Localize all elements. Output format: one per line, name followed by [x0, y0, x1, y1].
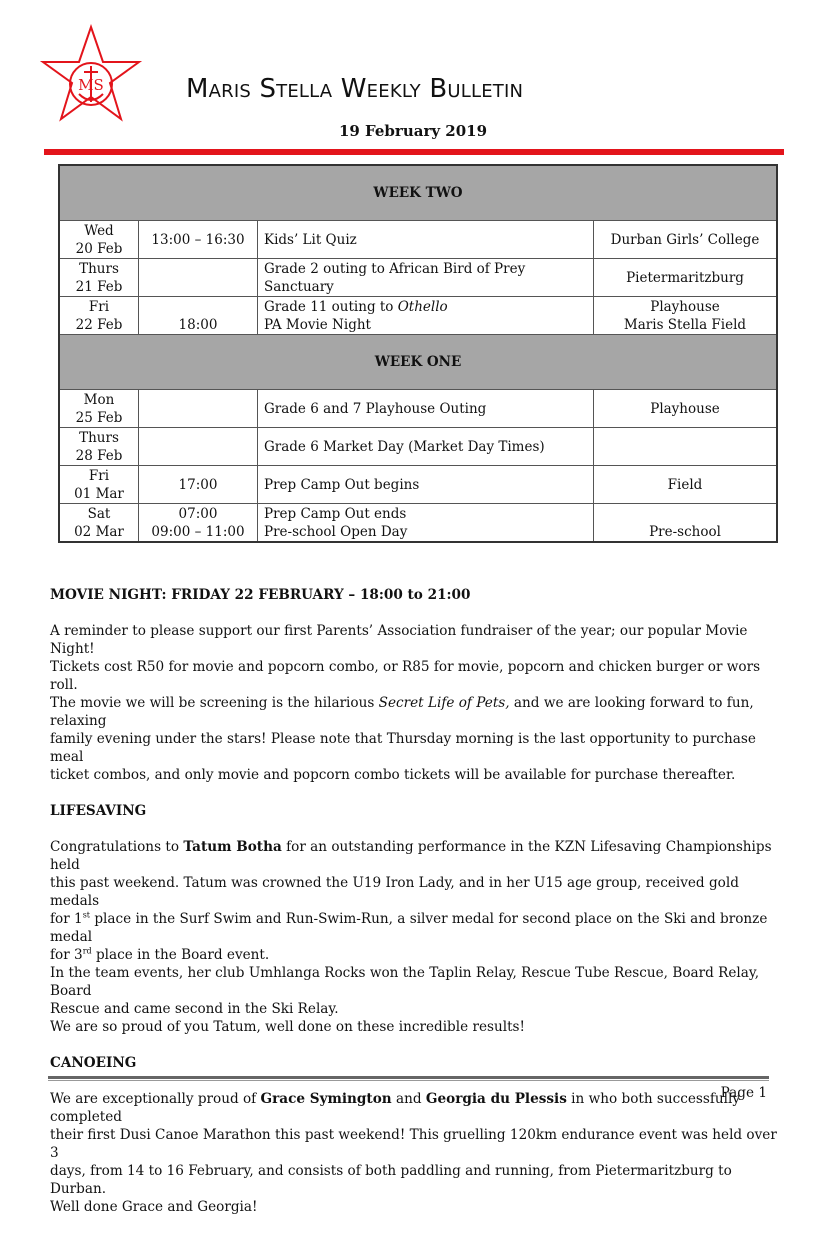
- table-row: [59, 466, 777, 504]
- star-emblem-icon: [39, 24, 143, 128]
- row-day: Fri: [88, 467, 110, 484]
- row-date: 02 Mar: [74, 523, 124, 540]
- play-title: Othello: [397, 298, 448, 315]
- row-date: 22 Feb: [75, 316, 123, 333]
- week-one-header: [59, 335, 777, 390]
- row-date: 25 Feb: [75, 409, 123, 426]
- movie-night-paragraph: A reminder to please support our first Parents’ Association fundraiser of the year; our popular Movie Night! Tickets cost R50 for movie and popcorn combo, or R85 for movie, popcorn and chicken burger or wors roll. The movie we will be screening is the hilarious Secret Life of Pets, and we are looking forward to fun, relaxing family evening under the stars! Please note that Thursday morning is the last opportunity to purchase meal ticket combos, and only movie and popcorn combo tickets will be available for purchase thereafter.: [50, 623, 761, 783]
- row-event: Prep Camp Out ends: [264, 505, 407, 522]
- table-row: [59, 504, 777, 543]
- bulletin-date: 19 February 2019: [338, 122, 488, 140]
- row-event: Grade 2 outing to African Bird of Prey Sanctuary: [258, 259, 594, 297]
- row-venue: Playhouse: [650, 298, 720, 315]
- row-time: 09:00 – 11:00: [151, 523, 245, 540]
- row-day: Thurs: [79, 429, 119, 446]
- movie-title: Secret Life of Pets,: [378, 695, 510, 711]
- student-name: Grace Symington: [260, 1091, 392, 1107]
- header-divider: [44, 149, 784, 155]
- row-day: Sat: [87, 505, 111, 522]
- movie-night-heading: MOVIE NIGHT: FRIDAY 22 FEBRUARY – 18:00 to 21:00: [50, 587, 471, 603]
- table-row: [59, 221, 777, 259]
- canoeing-heading: CANOEING: [50, 1055, 137, 1071]
- student-name: Tatum Botha: [183, 839, 282, 855]
- row-day: Fri: [88, 298, 110, 315]
- page-number: Page 1: [720, 1085, 767, 1101]
- row-time: 07:00: [178, 505, 218, 522]
- row-time: 18:00: [139, 297, 258, 335]
- row-date: 20 Feb: [75, 240, 123, 257]
- row-time: [139, 259, 258, 297]
- row-venue: Field: [594, 466, 778, 504]
- row-time: 17:00: [139, 466, 258, 504]
- row-event: Grade 6 Market Day (Market Day Times): [258, 428, 594, 466]
- table-row: [59, 259, 777, 297]
- logo-letters: MS: [78, 76, 104, 94]
- week-two-label: WEEK TWO: [59, 165, 777, 221]
- row-date: 21 Feb: [75, 278, 123, 295]
- row-day: Wed: [84, 222, 114, 239]
- schedule-table: [58, 164, 778, 543]
- week-one-label: WEEK ONE: [59, 335, 777, 390]
- row-venue: Pietermaritzburg: [594, 259, 778, 297]
- row-venue: Maris Stella Field: [623, 316, 747, 333]
- row-date: 01 Mar: [74, 485, 124, 502]
- lifesaving-paragraph: Congratulations to Tatum Botha for an outstanding performance in the KZN Lifesaving Championships held this past weekend. Tatum was crowned the U19 Iron Lady, and in her U15 age group, received gold medals for 1st place in the Surf Swim and Run-Swim-Run, a silver medal for second place on the Ski and bronze medal for 3rd place in the Board event. In the team events, her club Umhlanga Rocks won the Taplin Relay, Rescue Tube Rescue, Board Relay, Board Rescue and came second in the Ski Relay. We are so proud of you Tatum, well done on these incredible results!: [50, 839, 772, 1035]
- row-time: [139, 428, 258, 466]
- row-venue: Durban Girls’ College: [594, 221, 778, 259]
- week-two-header: [59, 165, 777, 221]
- table-row: [59, 297, 777, 335]
- row-venue: [594, 428, 778, 466]
- row-date: 28 Feb: [75, 447, 123, 464]
- row-time: [139, 390, 258, 428]
- student-name: Georgia du Plessis: [425, 1091, 567, 1107]
- school-logo: [39, 24, 143, 128]
- bulletin-body: [50, 586, 780, 1234]
- table-row: [59, 390, 777, 428]
- row-event: Grade 6 and 7 Playhouse Outing: [258, 390, 594, 428]
- row-day: Mon: [83, 391, 115, 408]
- row-venue: Pre-school: [594, 504, 778, 543]
- row-day: Thurs: [79, 260, 119, 277]
- bulletin-title: Maris Stella Weekly Bulletin: [186, 74, 524, 104]
- row-time: 13:00 – 16:30: [139, 221, 258, 259]
- footer-divider-thin: [48, 1080, 769, 1081]
- row-event: PA Movie Night: [264, 316, 371, 333]
- row-event: Prep Camp Out begins: [258, 466, 594, 504]
- footer-divider: [48, 1076, 769, 1079]
- row-event: Pre-school Open Day: [264, 523, 408, 540]
- row-venue: Playhouse: [594, 390, 778, 428]
- table-row: [59, 428, 777, 466]
- canoeing-paragraph: We are exceptionally proud of Grace Symington and Georgia du Plessis in who both successfully completed their first Dusi Canoe Marathon this past weekend! This gruelling 120km endurance event was held over 3 days, from 14 to 16 February, and consists of both paddling and running, from Pietermaritzburg to Durban. Well done Grace and Georgia!: [50, 1091, 777, 1215]
- row-event: Kids’ Lit Quiz: [258, 221, 594, 259]
- row-event: Grade 11 outing to: [264, 298, 398, 315]
- lifesaving-heading: LIFESAVING: [50, 803, 147, 819]
